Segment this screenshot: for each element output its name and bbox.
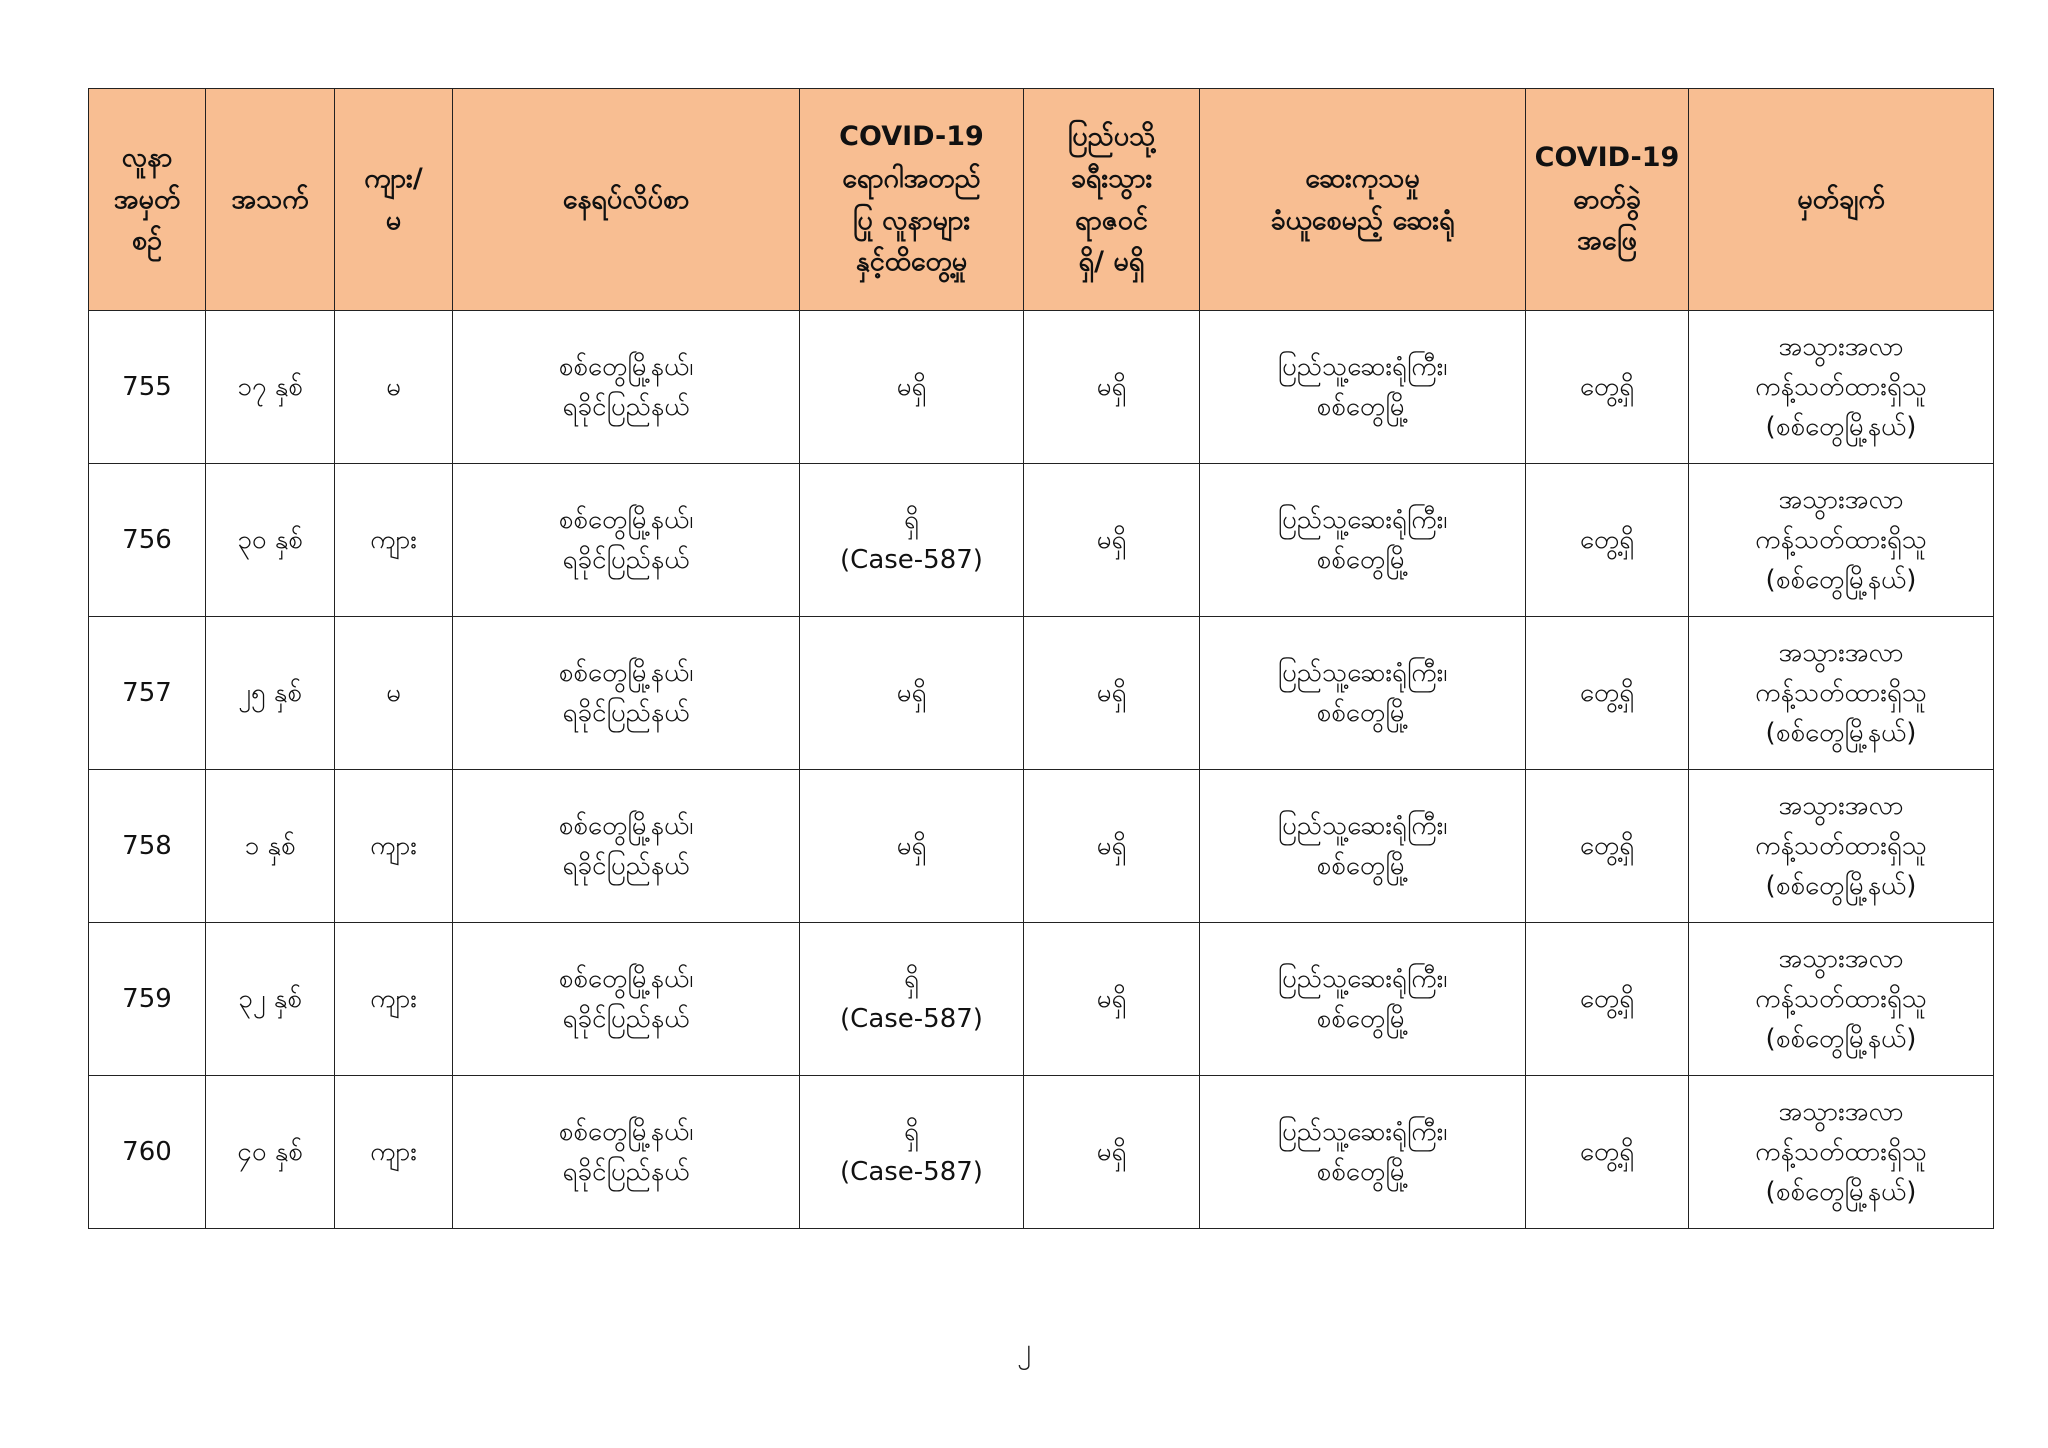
page-number: ၂ — [1017, 1332, 1031, 1365]
cell-result: တွေ့ရှိ — [1526, 1076, 1689, 1229]
cell-address: စစ်တွေမြို့နယ်၊ ရခိုင်ပြည်နယ် — [453, 923, 800, 1076]
cell-result: တွေ့ရှိ — [1526, 464, 1689, 617]
header-contact: COVID-19 ရောဂါအတည် ပြု လူနာများ နှင့်ထိတွေ့မှု — [800, 89, 1024, 311]
cell-age: ၁၇ နှစ် — [206, 311, 335, 464]
cell-contact: မရှိ — [800, 617, 1024, 770]
cell-remarks: အသွားအလာ ကန့်သတ်ထားရှိသူ (စစ်တွေမြို့နယ်) — [1689, 464, 1994, 617]
header-travel: ပြည်ပသို့ ခရီးသွား ရာဇဝင် ရှိ/ မရှိ — [1024, 89, 1200, 311]
header-patient-no: လူနာ အမှတ် စဉ် — [89, 89, 206, 311]
cell-travel: မရှိ — [1024, 770, 1200, 923]
cell-address: စစ်တွေမြို့နယ်၊ ရခိုင်ပြည်နယ် — [453, 1076, 800, 1229]
header-hospital: ဆေးကုသမှု ခံယူစေမည့် ဆေးရုံ — [1200, 89, 1526, 311]
cell-age: ၁ နှစ် — [206, 770, 335, 923]
cell-remarks: အသွားအလာ ကန့်သတ်ထားရှိသူ (စစ်တွေမြို့နယ်) — [1689, 770, 1994, 923]
cell-age: ၃၀ နှစ် — [206, 464, 335, 617]
header-address: နေရပ်လိပ်စာ — [453, 89, 800, 311]
cell-result: တွေ့ရှိ — [1526, 311, 1689, 464]
cell-travel: မရှိ — [1024, 923, 1200, 1076]
cell-remarks: အသွားအလာ ကန့်သတ်ထားရှိသူ (စစ်တွေမြို့နယ်) — [1689, 923, 1994, 1076]
cell-patient-no: 758 — [89, 770, 206, 923]
cell-contact: ရှိ (Case-587) — [800, 1076, 1024, 1229]
cell-patient-no: 759 — [89, 923, 206, 1076]
cell-age: ၂၅ နှစ် — [206, 617, 335, 770]
table-row — [89, 1076, 1994, 1229]
cell-travel: မရှိ — [1024, 464, 1200, 617]
cell-patient-no: 755 — [89, 311, 206, 464]
cell-hospital: ပြည်သူ့ဆေးရုံကြီး၊ စစ်တွေမြို့ — [1200, 311, 1526, 464]
cell-remarks: အသွားအလာ ကန့်သတ်ထားရှိသူ (စစ်တွေမြို့နယ်) — [1689, 617, 1994, 770]
cell-patient-no: 757 — [89, 617, 206, 770]
cell-result: တွေ့ရှိ — [1526, 617, 1689, 770]
cell-address: စစ်တွေမြို့နယ်၊ ရခိုင်ပြည်နယ် — [453, 311, 800, 464]
cell-remarks: အသွားအလာ ကန့်သတ်ထားရှိသူ (စစ်တွေမြို့နယ်) — [1689, 1076, 1994, 1229]
cell-travel: မရှိ — [1024, 617, 1200, 770]
cell-remarks: အသွားအလာ ကန့်သတ်ထားရှိသူ (စစ်တွေမြို့နယ်) — [1689, 311, 1994, 464]
cell-result: တွေ့ရှိ — [1526, 770, 1689, 923]
cell-sex: ကျား — [335, 923, 453, 1076]
cell-sex: ကျား — [335, 770, 453, 923]
cell-sex: မ — [335, 311, 453, 464]
covid-case-table — [88, 88, 1994, 1229]
table-row — [89, 923, 1994, 1076]
header-age: အသက် — [206, 89, 335, 311]
table-row — [89, 464, 1994, 617]
cell-hospital: ပြည်သူ့ဆေးရုံကြီး၊ စစ်တွေမြို့ — [1200, 1076, 1526, 1229]
cell-patient-no: 760 — [89, 1076, 206, 1229]
header-result: COVID-19 ဓာတ်ခွဲ အဖြေ — [1526, 89, 1689, 311]
cell-contact: ရှိ (Case-587) — [800, 923, 1024, 1076]
cell-contact: ရှိ (Case-587) — [800, 464, 1024, 617]
cell-contact: မရှိ — [800, 311, 1024, 464]
cell-sex: ကျား — [335, 464, 453, 617]
table-header-row — [89, 89, 1994, 311]
cell-hospital: ပြည်သူ့ဆေးရုံကြီး၊ စစ်တွေမြို့ — [1200, 464, 1526, 617]
cell-hospital: ပြည်သူ့ဆေးရုံကြီး၊ စစ်တွေမြို့ — [1200, 770, 1526, 923]
header-remarks: မှတ်ချက် — [1689, 89, 1994, 311]
cell-age: ၄၀ နှစ် — [206, 1076, 335, 1229]
cell-travel: မရှိ — [1024, 1076, 1200, 1229]
cell-age: ၃၂ နှစ် — [206, 923, 335, 1076]
cell-sex: ကျား — [335, 1076, 453, 1229]
cell-contact: မရှိ — [800, 770, 1024, 923]
table-row — [89, 311, 1994, 464]
cell-hospital: ပြည်သူ့ဆေးရုံကြီး၊ စစ်တွေမြို့ — [1200, 923, 1526, 1076]
cell-patient-no: 756 — [89, 464, 206, 617]
table-row — [89, 770, 1994, 923]
cell-address: စစ်တွေမြို့နယ်၊ ရခိုင်ပြည်နယ် — [453, 617, 800, 770]
header-sex: ကျား/ မ — [335, 89, 453, 311]
cell-address: စစ်တွေမြို့နယ်၊ ရခိုင်ပြည်နယ် — [453, 770, 800, 923]
cell-travel: မရှိ — [1024, 311, 1200, 464]
cell-sex: မ — [335, 617, 453, 770]
cell-result: တွေ့ရှိ — [1526, 923, 1689, 1076]
cell-hospital: ပြည်သူ့ဆေးရုံကြီး၊ စစ်တွေမြို့ — [1200, 617, 1526, 770]
table-row — [89, 617, 1994, 770]
cell-address: စစ်တွေမြို့နယ်၊ ရခိုင်ပြည်နယ် — [453, 464, 800, 617]
